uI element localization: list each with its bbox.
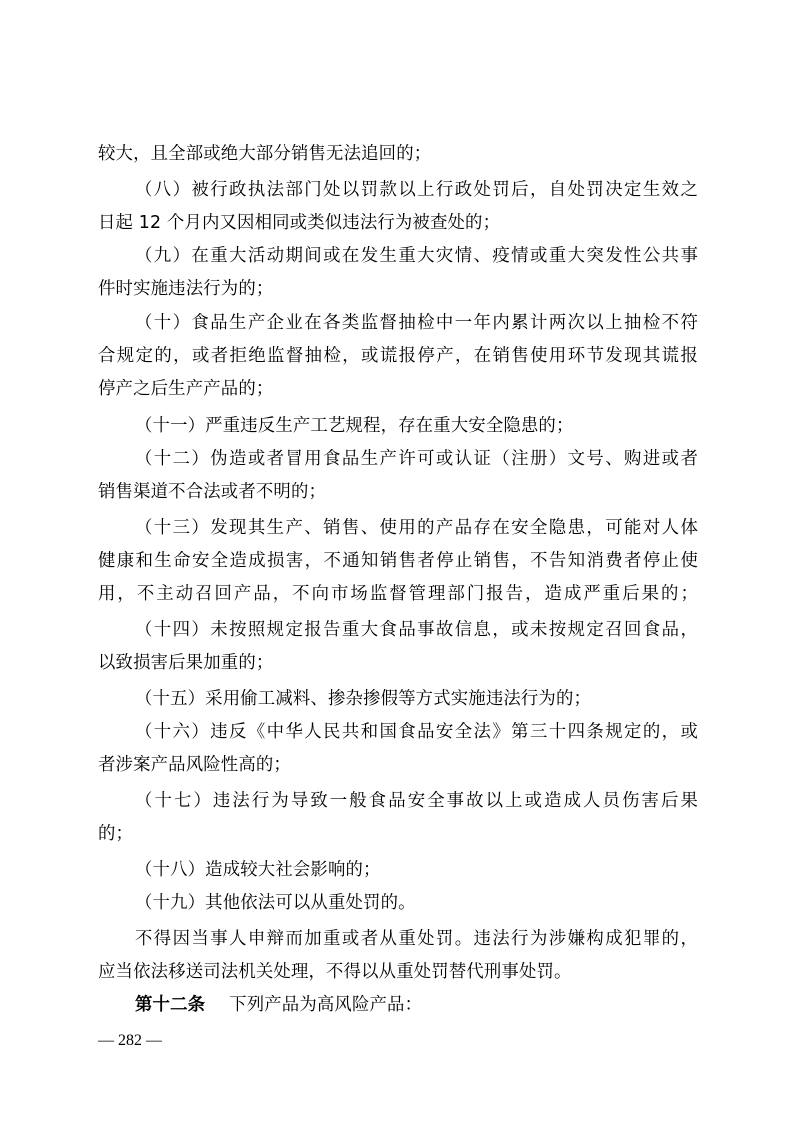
clause-9-line-1: （九）在重大活动期间或在发生重大灾情、疫情或重大突发性公共事 <box>135 246 698 266</box>
clause-15-line-1: （十五）采用偷工减料、掺杂掺假等方式实施违法行为的； <box>135 689 592 709</box>
closing-paragraph-line-2: 应当依法移送司法机关处理，不得以从重处罚替代刑事处罚。 <box>98 962 572 982</box>
clause-8-line-1: （八）被行政执法部门处以罚款以上行政处罚后，自处罚决定生效之 <box>135 180 698 200</box>
clause-14-line-2: 以致损害后果加重的； <box>98 653 274 673</box>
clause-11-line-1: （十一）严重违反生产工艺规程，存在重大安全隐患的； <box>135 416 574 436</box>
article-heading: 第十二条 <box>135 995 206 1015</box>
clause-10-line-1: （十）食品生产企业在各类监督抽检中一年内累计两次以上抽检不符 <box>135 313 698 333</box>
clause-13-line-2: 健康和生命安全造成损害，不通知销售者停止销售，不告知消费者停止使 <box>98 551 698 571</box>
clause-9-line-2: 件时实施违法行为的； <box>98 279 274 299</box>
clause-14-line-1: （十四）未按照规定报告重大食品事故信息，或未按规定召回食品， <box>135 620 698 640</box>
clause-13-line-3: 用，不主动召回产品，不向市场监督管理部门报告，造成严重后果的； <box>98 584 698 604</box>
text-line: 较大，且全部或绝大部分销售无法追回的； <box>98 144 432 164</box>
clause-13-line-1: （十三）发现其生产、销售、使用的产品存在安全隐患，可能对人体 <box>135 518 698 538</box>
clause-16-line-2: 者涉案产品风险性高的； <box>98 755 291 775</box>
clause-12-line-1: （十二）伪造或者冒用食品生产许可或认证（注册）文号、购进或者 <box>135 449 698 469</box>
clause-8-line-2: 日起 12 个月内又因相同或类似违法行为被查处的； <box>98 213 501 233</box>
clause-16-line-1: （十六）违反《中华人民共和国食品安全法》第三十四条规定的，或 <box>135 722 698 742</box>
clause-17-line-1: （十七）违法行为导致一般食品安全事故以上或造成人员伤害后果 <box>135 791 698 811</box>
closing-paragraph-line-1: 不得因当事人申辩而加重或者从重处罚。违法行为涉嫌构成犯罪的， <box>135 929 698 949</box>
clause-17-line-2: 的； <box>98 824 134 844</box>
clause-10-line-3: 停产之后生产产品的； <box>98 379 274 399</box>
clause-12-line-2: 销售渠道不合法或者不明的； <box>98 482 327 502</box>
clause-18-line-1: （十八）造成较大社会影响的； <box>135 860 381 880</box>
article-text: 下列产品为高风险产品： <box>229 995 423 1015</box>
clause-19-line-1: （十九）其他依法可以从重处罚的。 <box>135 893 416 913</box>
clause-10-line-2: 合规定的，或者拒绝监督抽检，或谎报停产，在销售使用环节发现其谎报 <box>98 346 698 366</box>
article-12-line <box>135 993 698 1017</box>
page-number: — 282 — <box>98 1032 162 1049</box>
